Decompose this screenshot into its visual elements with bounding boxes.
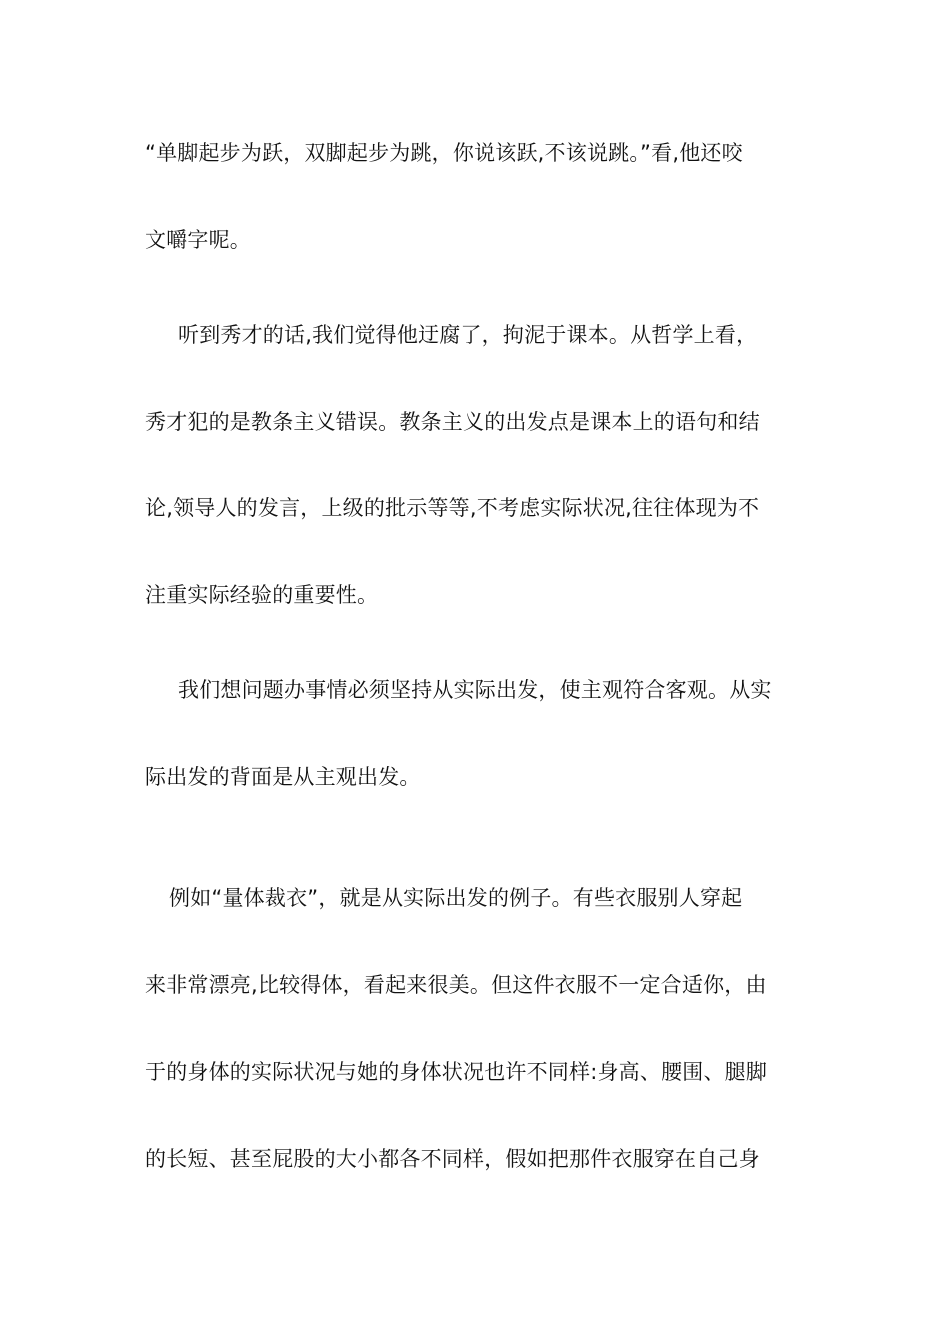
text-line: 文嚼字呢。 (145, 228, 251, 252)
text-line: 例如“量体裁衣”，就是从实际出发的例子。有些衣服别人穿起 (169, 886, 743, 910)
text-line: 来非常漂亮,比较得体，看起来很美。但这件衣服不一定合适你，由 (145, 973, 767, 997)
text-line: 的长短、甚至屁股的大小都各不同样，假如把那件衣服穿在自己身 (145, 1147, 760, 1171)
text-line: 论,领导人的发言，上级的批示等等,不考虑实际状况,往往体现为不 (145, 496, 760, 520)
text-line: 于的身体的实际状况与她的身体状况也许不同样:身高、腰围、腿脚 (145, 1060, 768, 1084)
text-line: 秀才犯的是教条主义错误。教条主义的出发点是课本上的语句和结 (145, 410, 760, 434)
text-line: 际出发的背面是从主观出发。 (145, 765, 421, 789)
text-line: 听到秀才的话,我们觉得他迂腐了，拘泥于课本。从哲学上看， (178, 323, 758, 347)
text-line: “单脚起步为跃，双脚起步为跳，你说该跃,不该说跳。”看,他还咬 (145, 141, 743, 165)
text-line: 我们想问题办事情必须坚持从实际出发，使主观符合客观。从实 (178, 678, 772, 702)
text-line: 注重实际经验的重要性。 (145, 583, 379, 607)
